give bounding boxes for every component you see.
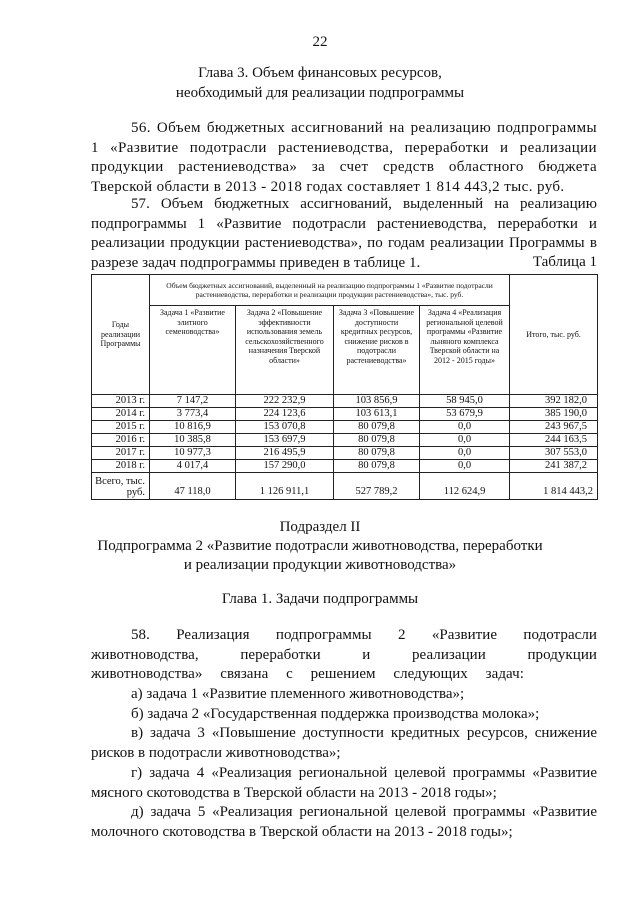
row-total: 241 387,2 <box>510 460 598 473</box>
row-year: 2018 г. <box>92 460 150 473</box>
row-task4: 0,0 <box>420 460 510 473</box>
chapter1-title: Глава 1. Задачи подпрограммы <box>221 591 419 607</box>
header-task-1: Задача 1 «Развитие элитного семеноводства» <box>150 306 236 395</box>
total-task3: 527 789,2 <box>334 473 420 500</box>
row-task1: 3 773,4 <box>150 408 236 421</box>
page-number: 22 <box>312 34 328 50</box>
row-task1: 7 147,2 <box>150 395 236 408</box>
row-year: 2013 г. <box>92 395 150 408</box>
table-row <box>92 447 598 460</box>
total-task1: 47 118,0 <box>150 473 236 500</box>
task-item-c: в) задача 3 «Повышение доступности кредитных ресурсов, снижение рисков в подотрасли животноводства»; <box>91 725 597 761</box>
task-item-a: а) задача 1 «Развитие племенного животноводства»; <box>131 686 465 702</box>
table-caption: Таблица 1 <box>532 254 597 270</box>
row-task3: 80 079,8 <box>334 447 420 460</box>
subprogram2-title-line2: и реализации продукции животноводства» <box>183 557 457 573</box>
row-year: 2015 г. <box>92 421 150 434</box>
row-task4: 0,0 <box>420 421 510 434</box>
header-years: Годы реализации Программы <box>92 275 150 395</box>
row-task2: 153 070,8 <box>236 421 334 434</box>
table-header-row <box>92 275 598 306</box>
table-row <box>92 408 598 421</box>
total-task4: 112 624,9 <box>420 473 510 500</box>
row-task1: 10 385,8 <box>150 434 236 447</box>
row-task1: 4 017,4 <box>150 460 236 473</box>
header-task-4: Задача 4 «Реализация региональной целевой программы «Развитие льняного комплекса Тверской области на 2012 - 2015 годы» <box>420 306 510 395</box>
table-row <box>92 395 598 408</box>
total-task2: 1 126 911,1 <box>236 473 334 500</box>
row-total: 243 967,5 <box>510 421 598 434</box>
total-label: Всего, тыс. руб. <box>92 473 150 500</box>
row-task1: 10 977,3 <box>150 447 236 460</box>
row-task3: 80 079,8 <box>334 460 420 473</box>
total-sum: 1 814 443,2 <box>510 473 598 500</box>
row-year: 2017 г. <box>92 447 150 460</box>
header-group: Объем бюджетных ассигнований, выделенный на реализацию подпрограммы 1 «Развитие подотрасли растениеводства, переработки и реализации продукции растениеводства», тыс. руб. <box>150 275 510 306</box>
paragraph-56: 56. Объем бюджетных ассигнований на реализацию подпрограммы 1 «Развитие подотрасли растениеводства, переработки и реализации продукции растениеводства» за счет средств областного бюджета Тверской области в 2013 - 2018 годах составляет 1 814 443,2 тыс. руб. <box>91 120 597 195</box>
task-item-e: д) задача 5 «Реализация региональной целевой программы «Развитие молочного скотоводства в Тверской области на 2013 - 2018 годы»; <box>91 804 597 840</box>
header-task-3: Задача 3 «Повышение доступности кредитных ресурсов, снижение рисков в подотрасли растениеводства» <box>334 306 420 395</box>
row-year: 2014 г. <box>92 408 150 421</box>
subprogram2-title-line1: Подпрограмма 2 «Развитие подотрасли животноводства, переработки <box>97 538 543 554</box>
row-task4: 58 945,0 <box>420 395 510 408</box>
table-row <box>92 460 598 473</box>
row-task2: 222 232,9 <box>236 395 334 408</box>
chapter3-title-line2: необходимый для реализации подпрограммы <box>175 85 465 101</box>
header-total: Итого, тыс. руб. <box>510 275 598 395</box>
paragraph-58: 58. Реализация подпрограммы 2 «Развитие подотрасли животноводства, переработки и реализации продукции животноводства» связана с решением следующих задач: <box>91 627 597 683</box>
row-total: 385 190,0 <box>510 408 598 421</box>
row-task4: 0,0 <box>420 447 510 460</box>
row-total: 244 163,5 <box>510 434 598 447</box>
table-row <box>92 421 598 434</box>
row-task2: 216 495,9 <box>236 447 334 460</box>
header-task-2: Задача 2 «Повышение эффективности использования земель сельскохозяйственного назначения Тверской области» <box>236 306 334 395</box>
row-task2: 224 123,6 <box>236 408 334 421</box>
row-task4: 0,0 <box>420 434 510 447</box>
row-task3: 80 079,8 <box>334 421 420 434</box>
chapter3-title-line1: Глава 3. Объем финансовых ресурсов, <box>198 65 442 81</box>
financing-table <box>91 274 598 500</box>
row-total: 307 553,0 <box>510 447 598 460</box>
paragraph-57: 57. Объем бюджетных ассигнований, выделенный на реализацию подпрограммы 1 «Развитие подотрасли растениеводства, переработки и реализации продукции растениеводства», по годам реализации Программы в разрезе задач подпрограммы приведен в таблице 1. <box>91 196 597 271</box>
row-task3: 103 856,9 <box>334 395 420 408</box>
subsection-title: Подраздел II <box>279 519 361 535</box>
table-row <box>92 434 598 447</box>
row-task4: 53 679,9 <box>420 408 510 421</box>
row-year: 2016 г. <box>92 434 150 447</box>
row-total: 392 182,0 <box>510 395 598 408</box>
row-task2: 153 697,9 <box>236 434 334 447</box>
row-task2: 157 290,0 <box>236 460 334 473</box>
table-total-row <box>92 473 598 500</box>
row-task3: 103 613,1 <box>334 408 420 421</box>
row-task3: 80 079,8 <box>334 434 420 447</box>
row-task1: 10 816,9 <box>150 421 236 434</box>
task-item-d: г) задача 4 «Реализация региональной целевой программы «Развитие мясного скотоводства в Тверской области на 2013 - 2018 годы»; <box>91 765 597 801</box>
task-item-b: б) задача 2 «Государственная поддержка производства молока»; <box>131 706 540 722</box>
